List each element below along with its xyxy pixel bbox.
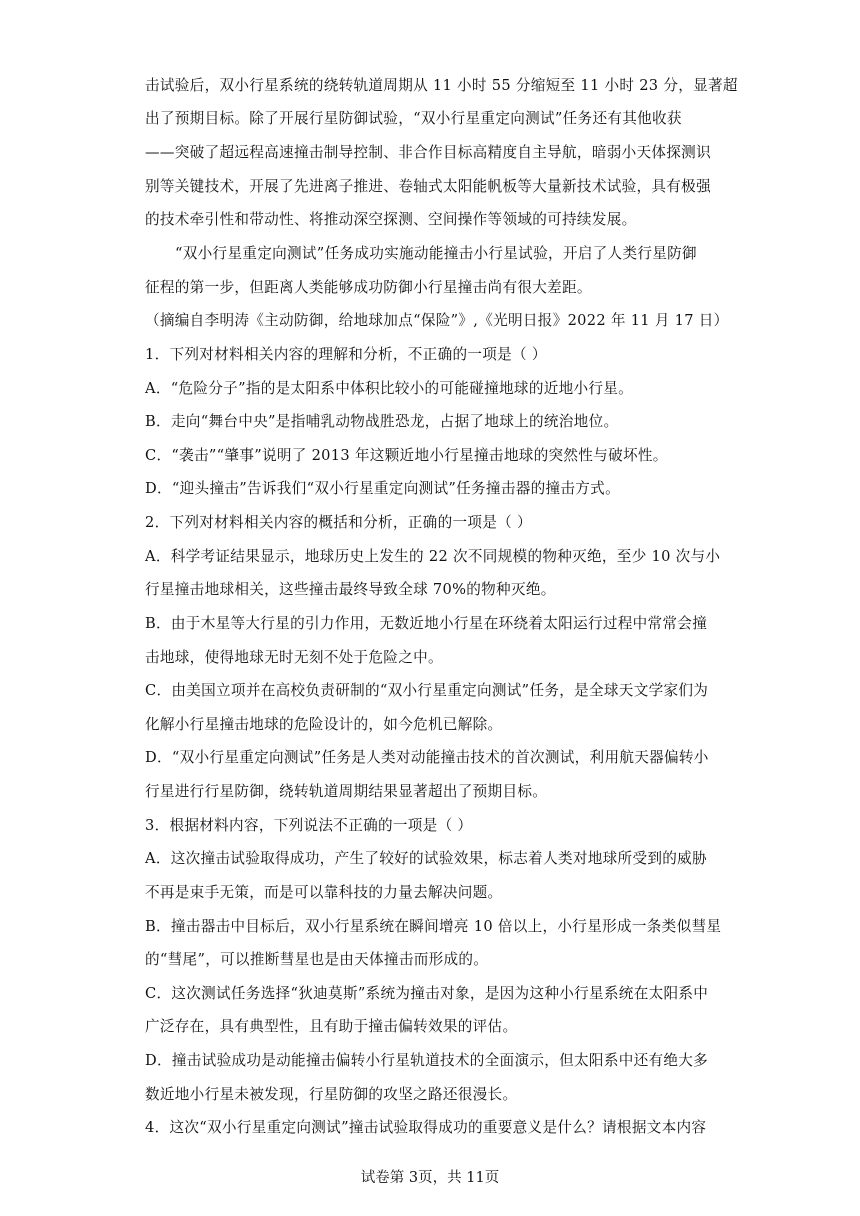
passage-line: “双小行星重定向测试”任务成功实施动能撞击小行星试验，开启了人类行星防御 — [175, 245, 697, 262]
source-citation: （摘编自李明涛《主动防御，给地球加点“保险”》,《光明日报》2022 年 11 月 17 日） — [145, 312, 729, 329]
question-3-option-d: D．撞击试验成功是动能撞击偏转小行星轨道技术的全面演示，但太阳系中还有绝大多 — [145, 1052, 709, 1069]
question-2-option-c-cont: 化解小行星撞击地球的危险设计的，如今危机已解除。 — [145, 716, 503, 733]
page-footer: 试卷第 3页，共 11页 — [360, 1170, 500, 1186]
passage-line: 别等关键技术，开展了先进离子推进、卷轴式太阳能帆板等大量新技术试验，具有极强 — [145, 178, 711, 195]
question-1-option-d: D．“迎头撞击”告诉我们“双小行星重定向测试”任务撞击器的撞击方式。 — [145, 480, 620, 497]
question-3-option-a-cont: 不再是束手无策，而是可以靠科技的力量去解决问题。 — [145, 884, 503, 901]
question-1-option-c: C．“袭击”“肇事”说明了 2013 年这颗近地小行星撞击地球的突然性与破坏性。 — [145, 447, 668, 464]
question-3-option-a: A．这次撞击试验取得成功，产生了较好的试验效果，标志着人类对地球所受到的威胁 — [145, 850, 707, 867]
question-1-option-b: B．走向“舞台中央”是指哺乳动物战胜恐龙，占据了地球上的统治地位。 — [145, 413, 619, 430]
question-3-option-c-cont: 广泛存在，具有典型性，且有助于撞击偏转效果的评估。 — [145, 1018, 518, 1035]
passage-line: 击试验后，双小行星系统的绕转轨道周期从 11 小时 55 分缩短至 11 小时 23 分，显著超 — [145, 77, 738, 94]
question-2-option-d-cont: 行星进行行星防御，绕转轨道周期结果显著超出了预期目标。 — [145, 783, 548, 800]
question-2-option-b: B．由于木星等大行星的引力作用，无数近地小行星在环绕着太阳运行过程中常常会撞 — [145, 615, 708, 632]
question-2-option-a-cont: 行星撞击地球相关，这些撞击最终导致全球 70%的物种灭绝。 — [145, 581, 556, 598]
question-2-option-a: A．科学考证结果显示，地球历史上发生的 22 次不同规模的物种灭绝，至少 10 次与小 — [145, 548, 721, 565]
question-1-stem: 1．下列对材料相关内容的理解和分析，不正确的一项是（ ） — [145, 346, 547, 363]
question-2-option-b-cont: 击地球，使得地球无时无刻不处于危险之中。 — [145, 649, 443, 666]
question-1-option-a: A．“危险分子”指的是太阳系中体积比较小的可能碰撞地球的近地小行星。 — [145, 380, 634, 397]
question-3-option-c: C．这次测试任务选择“狄迪莫斯”系统为撞击对象，是因为这种小行星系统在太阳系中 — [145, 985, 709, 1002]
question-3-option-d-cont: 数近地小行星未被发现，行星防御的攻坚之路还很漫长。 — [145, 1086, 518, 1103]
passage-line: 出了预期目标。除了开展行星防御试验，“双小行星重定向测试”任务还有其他收获 — [145, 110, 682, 127]
passage-line: 征程的第一步，但距离人类能够成功防御小行星撞击尚有很大差距。 — [145, 279, 592, 296]
passage-line: ——突破了超远程高速撞击制导控制、非合作目标高精度自主导航，暗弱小天体探测识 — [145, 144, 711, 161]
passage-line: 的技术牵引性和带动性、将推动深空探测、空间操作等领域的可持续发展。 — [145, 211, 637, 228]
question-3-stem: 3．根据材料内容，下列说法不正确的一项是（ ） — [145, 817, 473, 834]
question-3-option-b-cont: 的“彗尾”，可以推断彗星也是由天体撞击而形成的。 — [145, 951, 489, 968]
question-3-option-b: B．撞击器击中目标后，双小行星系统在瞬间增亮 10 倍以上，小行星形成一条类似彗星 — [145, 918, 722, 935]
question-2-stem: 2．下列对材料相关内容的概括和分析，正确的一项是（ ） — [145, 514, 532, 531]
question-4-stem: 4．这次“双小行星重定向测试”撞击试验取得成功的重要意义是什么？请根据文本内容 — [145, 1119, 707, 1136]
question-2-option-c: C．由美国立项并在高校负责研制的“双小行星重定向测试”任务，是全球天文学家们为 — [145, 682, 709, 699]
question-2-option-d: D．“双小行星重定向测试”任务是人类对动能撞击技术的首次测试，利用航天器偏转小 — [145, 749, 709, 766]
